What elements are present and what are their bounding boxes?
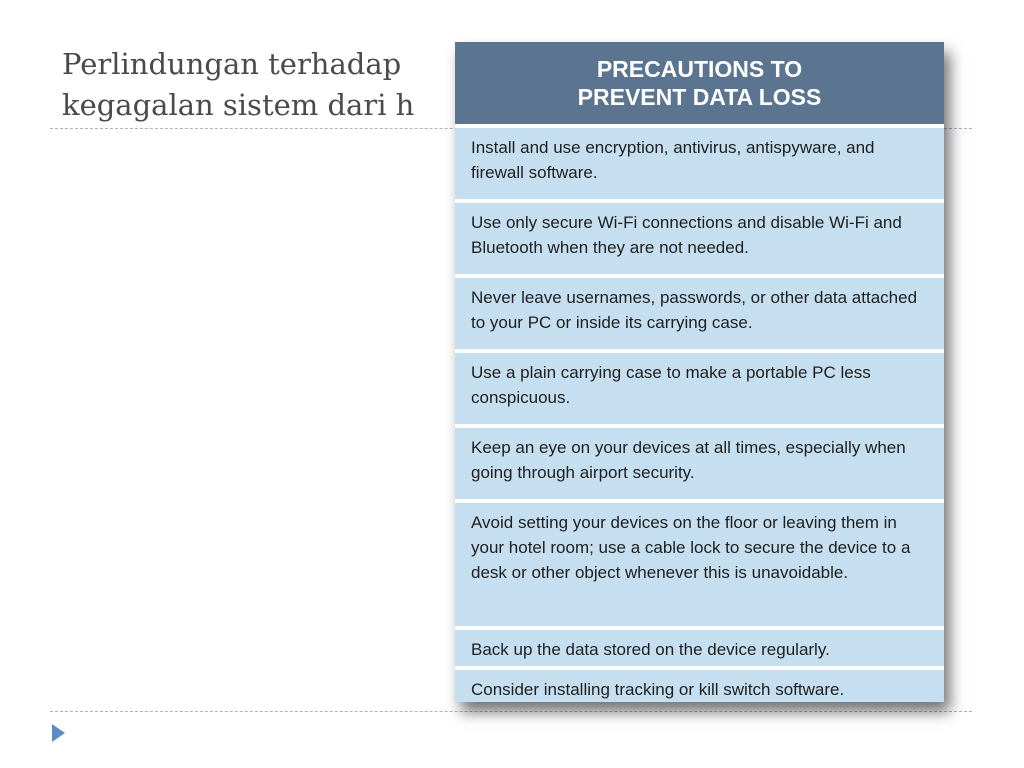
- precaution-item: Avoid setting your devices on the floor or leaving them in your hotel room; use a cable lock to secure the device to a desk or other object whenever this is unavoidable.: [455, 503, 944, 626]
- precaution-item: Consider installing tracking or kill switch software.: [455, 670, 944, 702]
- card-header-line-2: PREVENT DATA LOSS: [577, 84, 822, 110]
- triangle-bullet-icon: [52, 724, 65, 742]
- precautions-image: [455, 42, 944, 702]
- card-header-line-1: PRECAUTIONS TO: [596, 56, 803, 82]
- precaution-item: Never leave usernames, passwords, or other data attached to your PC or inside its carrying case.: [455, 278, 944, 349]
- slide-title-line-1: Perlindungan terhadap: [62, 47, 402, 81]
- slide-title-line-2: kegagalan sistem dari h: [62, 88, 415, 122]
- precaution-item: Keep an eye on your devices at all times, especially when going through airport security.: [455, 428, 944, 499]
- footer-divider: [50, 711, 972, 712]
- slide-title: [62, 44, 414, 126]
- precaution-item: Use only secure Wi-Fi connections and disable Wi-Fi and Bluetooth when they are not needed.: [455, 203, 944, 274]
- precaution-item: Install and use encryption, antivirus, antispyware, and firewall software.: [455, 128, 944, 199]
- card-header: [455, 42, 944, 124]
- precaution-item: Use a plain carrying case to make a portable PC less conspicuous.: [455, 353, 944, 424]
- precaution-item: Back up the data stored on the device regularly.: [455, 630, 944, 666]
- precautions-list: [455, 128, 944, 702]
